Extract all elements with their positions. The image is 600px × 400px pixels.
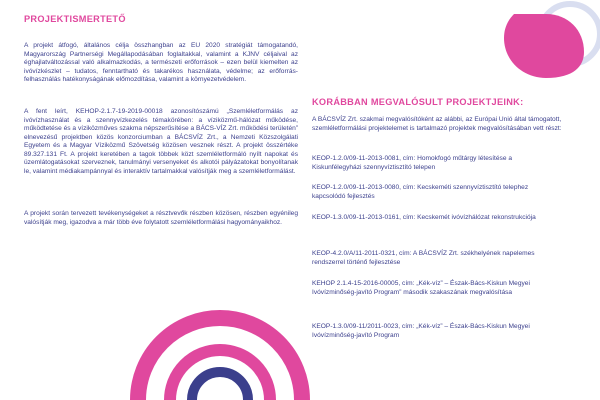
project-item: KEOP-4.2.0/A/11-2011-0321, cím: A BÁCSVÍZ Zrt. székhelyének napelemes rendszerrel történő fejlesztése xyxy=(312,250,535,266)
project-item: KEOP-1.2.0/09-11-2013-0081, cím: Homokfogó műtárgy létesítése a Kiskunfélegyházi szennyvíztisztító telepen xyxy=(312,155,512,171)
left-heading: PROJEKTISMERTETŐ xyxy=(24,14,126,24)
drop-shape xyxy=(478,0,600,100)
project-item: KEOP-1.3.0/09-11-2013-0161, cím: Kecskemét ivóvízhálózat rekonstrukciója xyxy=(312,214,536,221)
corner-ring-shape xyxy=(0,300,40,400)
right-heading: KORÁBBAN MEGVALÓSULT PROJEKTJEINK: xyxy=(312,97,524,107)
project-item: KEHOP 2.1.4-15-2016-00005, cím: „Kék-víz” – Észak-Bács-Kiskun Megyei Ivóvízminőség-javító Program” második szakaszának megvalósítása xyxy=(312,280,530,296)
project-item: KEOP-1.2.0/09-11-2013-0080, cím: Kecskeméti szennyvíztisztító telephez kapcsolódó fejlesztés xyxy=(312,184,529,200)
left-paragraph-1: A projekt átfogó, általános célja összhangban az EU 2020 stratégiát támogatandó, Magyarország Partnerségi Megállapodásában foglaltakkal, valamint a KJNV céljaival az éghajlatváltozással való alkalmazkodás, a természeti erőforrások – ezen belül kiemelten az ivóvízkészlet – tudatos, fenntartható és takarékos használata, védelme; az erőforrás-felhasználás hatékonyságának előmozdítása, valamint a környezetvédelem. xyxy=(24,42,298,83)
left-paragraph-2: A fent leírt, KEHOP-2.1.7-19-2019-00018 azonosítószámú „Szemléletformálás az ivóvízhasználat és a szennyvízkezelés témakörében: a víziközmű-hálózat működése, működtetése és a víziközműves szakma népszerűsítése a BÁCS-VÍZ Zrt. működési területén” elnevezésű projektben közös konzorciumban a BÁCSVÍZ Zrt., a Nemzeti Közszolgálati Egyetem és a Magyar Víziközmű Szövetség közösen vesznek részt. A projekt összértéke 89.327.131 Ft. A projekt keretében a tagok többek közt szemléletformáló nyílt napokat és üzemlátogatásokat szerveznek, tanulmányi versenyeket és alkotói pályázatokat bonyolítanak le, valamint médiakampánnyal és interaktív tartalmakkal valósítják meg a szemléletformálást. xyxy=(24,108,298,175)
concentric-arcs-shape xyxy=(130,268,310,400)
left-paragraph-3: A projekt során tervezett tevékenységeket a résztvevők részben közösen, részben egyénileg valósítják meg, igazodva a már több éve folytatott szemléletformálási hagyományaikhoz. xyxy=(24,210,298,226)
project-item: KEOP-1.3.0/09-11/2011-0023, cím: „Kék-víz” – Észak-Bács-Kiskun Megyei Ivóvízminőség-javító Program xyxy=(312,323,530,339)
right-intro: A BÁCSVÍZ Zrt. szakmai megvalósítóként az alábbi, az Európai Unió által támogatott, szemléletformálási projektelemet is tartalmazó projektek megvalósításában vett részt: xyxy=(312,116,562,132)
